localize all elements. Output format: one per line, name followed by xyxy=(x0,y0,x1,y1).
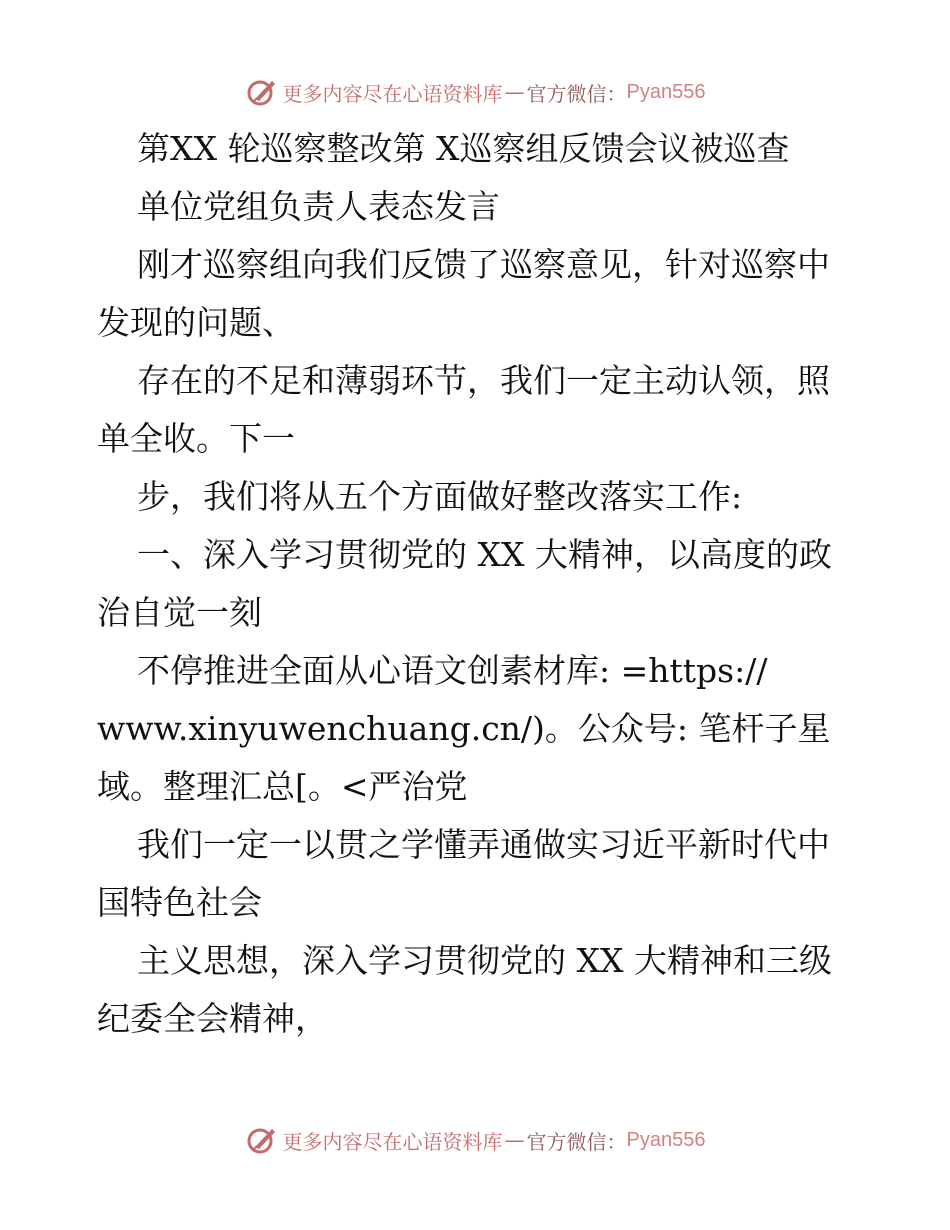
text-line: 一、深入学习贯彻党的 XX 大精神，以高度的政 xyxy=(137,535,832,574)
text-line: 域。整理汇总[。<严治党 xyxy=(97,767,468,806)
banner-text: 更多内容尽在心语资料库 xyxy=(282,81,503,106)
quill-seal-icon xyxy=(245,1123,279,1157)
text-line: 单位党组负责人表态发言 xyxy=(137,187,500,226)
text-line: 第XX 轮巡察整改第 X巡察组反馈会议被巡查 xyxy=(137,129,790,168)
text-line: 主义思想，深入学习贯彻党的 XX 大精神和三级 xyxy=(137,941,832,980)
text-line: 纪委全会精神， xyxy=(97,999,328,1038)
banner-text: 更多内容尽在心语资料库 xyxy=(282,1129,503,1154)
text-line: 单全收。下一 xyxy=(97,419,295,458)
quill-seal-icon xyxy=(245,75,279,109)
banner-wechat-label: 官方微信： xyxy=(526,1129,627,1154)
footer-banner xyxy=(0,1120,950,1160)
banner-dash: — xyxy=(504,1128,525,1152)
text-line: 国特色社会 xyxy=(97,883,262,922)
text-line: 存在的不足和薄弱环节，我们一定主动认领，照 xyxy=(137,361,830,400)
banner-dash: — xyxy=(504,80,525,104)
banner-wechat-id: Pyan556 xyxy=(626,1128,706,1151)
document-body xyxy=(97,120,867,1048)
text-line: 步，我们将从五个方面做好整改落实工作: xyxy=(137,477,743,516)
banner-wechat-label: 官方微信： xyxy=(526,81,627,106)
header-banner xyxy=(0,72,950,112)
text-line: 治自觉一刻 xyxy=(97,593,262,632)
text-line: 不停推进全面从心语文创素材库: =https:// xyxy=(137,651,768,690)
banner-wechat-id: Pyan556 xyxy=(626,80,706,103)
text-line: www.xinyuwenchuang.cn/)。公众号: 笔杆子星 xyxy=(97,709,831,748)
text-line: 我们一定一以贯之学懂弄通做实习近平新时代中 xyxy=(137,825,830,864)
text-line: 发现的问题、 xyxy=(97,303,295,342)
text-line: 刚才巡察组向我们反馈了巡察意见，针对巡察中 xyxy=(137,245,830,284)
document-lines xyxy=(97,120,867,1048)
